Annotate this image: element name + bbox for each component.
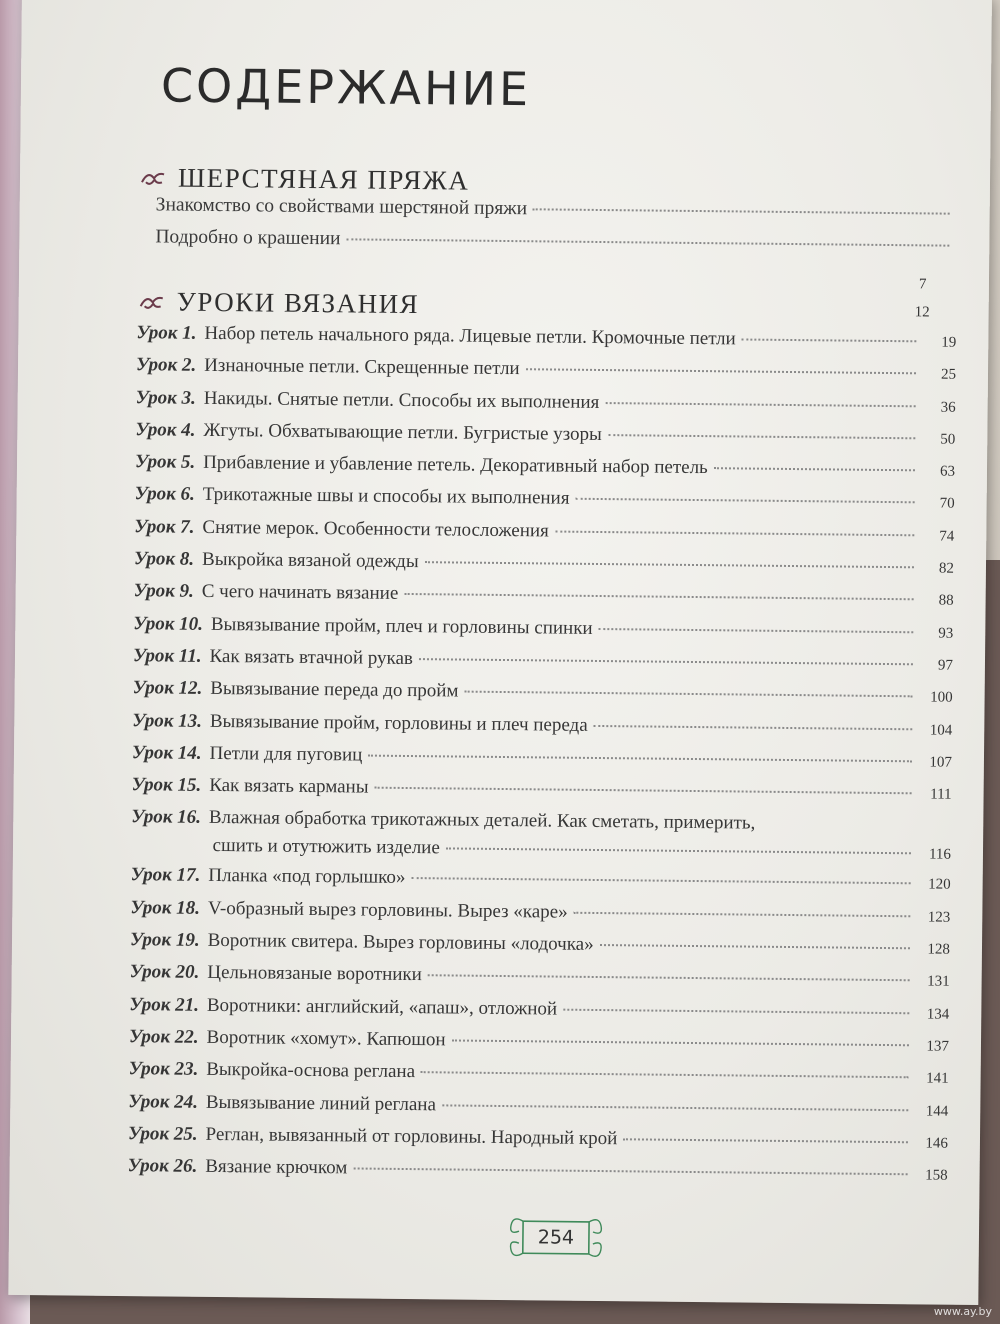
leader-dots — [574, 911, 911, 917]
leader-dots — [353, 1168, 907, 1176]
lesson-number: Урок 16. — [131, 806, 202, 829]
lesson-number: Урок 23. — [128, 1058, 199, 1081]
page-number: 100 — [930, 689, 953, 706]
page-number: 120 — [928, 876, 951, 894]
lesson-number: Урок 13. — [132, 709, 203, 732]
lesson-number: Урок 25. — [127, 1122, 198, 1145]
leaf-ornament-icon — [140, 168, 166, 188]
page-title: СОДЕРЖАНИЕ — [160, 58, 532, 117]
leader-dots — [575, 498, 914, 504]
leader-dots — [594, 725, 913, 730]
toc-entry-text: Выкройка вязаной одежды — [202, 548, 419, 573]
toc-entry-text: Вывязывание пройм, горловины и плеч переда — [209, 710, 588, 736]
page-number: 63 — [939, 463, 956, 480]
leader-dots — [347, 238, 950, 246]
toc-entry-text: Воротник «хомут». Капюшон — [206, 1026, 446, 1051]
toc-entry-text: Планка «под горлышко» — [208, 865, 406, 889]
leader-dots — [442, 1104, 908, 1111]
lesson-number: Урок 6. — [134, 483, 195, 506]
page-number: 74 — [939, 528, 955, 545]
toc-entry-text: V-образный вырез горловины. Вырез «каре» — [207, 897, 568, 923]
section-heading-lessons — [139, 286, 420, 320]
page-number: 70 — [939, 496, 955, 513]
toc-entry-text: Воротник свитера. Вырез горловины «лодочка» — [207, 929, 594, 956]
toc-entry-text: Трикотажные швы и способы их выполнения — [202, 484, 570, 510]
page-number: 107 — [929, 754, 953, 771]
lesson-number: Урок 5. — [134, 451, 196, 473]
leader-dots — [446, 848, 911, 855]
toc-entry-text: Вывязывание пройм, плеч и горловины спинки — [210, 613, 593, 639]
page-number: 19 — [941, 334, 957, 351]
lesson-number: Урок 18. — [130, 896, 201, 919]
page-number: 134 — [926, 1006, 950, 1023]
leader-dots — [404, 593, 913, 600]
lesson-number: Урок 8. — [133, 548, 195, 570]
lesson-number: Урок 4. — [135, 419, 196, 441]
leader-dots — [563, 1008, 909, 1014]
lesson-number: Урок 2. — [135, 354, 197, 377]
leaf-ornament-icon — [139, 292, 165, 312]
toc-entry-text: Прибавление и убавление петель. Декоративный набор петель — [203, 452, 708, 479]
leader-dots — [428, 975, 910, 982]
toc-entry-text: Вывязывание линий реглана — [205, 1091, 437, 1115]
page-number: 97 — [937, 657, 954, 674]
page-number: 36 — [940, 399, 956, 416]
leader-dots — [742, 338, 917, 342]
toc-entry-text: Как вязать карманы — [209, 775, 369, 798]
section-heading-text: УРОКИ ВЯЗАНИЯ — [176, 286, 420, 320]
toc-row — [156, 194, 956, 224]
toc-entry-text: Влажная обработка трикотажных деталей. Как сметать, примерить, — [208, 807, 756, 835]
leader-dots — [411, 878, 910, 885]
section-heading-text: ШЕРСТЯНАЯ ПРЯЖА — [177, 162, 470, 196]
lesson-number: Урок 1. — [136, 322, 197, 344]
lesson-number: Урок 17. — [130, 864, 201, 887]
page-number: 158 — [925, 1167, 948, 1184]
lesson-number: Урок 9. — [133, 580, 194, 603]
leader-dots — [533, 208, 950, 214]
lesson-number: Урок 24. — [128, 1090, 199, 1113]
lesson-number: Урок 22. — [128, 1026, 199, 1048]
page-number: 93 — [938, 625, 954, 642]
leader-dots — [623, 1138, 908, 1143]
leader-dots — [421, 1071, 909, 1078]
lesson-number: Урок 20. — [129, 961, 200, 984]
page-number-text: 254 — [537, 1226, 575, 1249]
leader-dots — [599, 628, 914, 633]
toc-entry-text: Цельновязаные воротники — [207, 962, 423, 986]
toc-entry-text: Вязание крючком — [205, 1156, 348, 1179]
page-number: 88 — [938, 592, 954, 610]
toc-row — [155, 226, 955, 256]
leader-dots — [375, 787, 912, 795]
page-number: 123 — [927, 909, 951, 926]
toc-entry-text: С чего начинать вязание — [201, 581, 399, 605]
page-number: 144 — [925, 1102, 949, 1120]
lesson-number: Урок 7. — [134, 515, 195, 538]
toc-entry-text: Подробно о крашении — [155, 226, 341, 250]
lesson-number: Урок 26. — [127, 1155, 198, 1177]
lessons-list — [127, 322, 956, 1196]
page-number: 25 — [940, 366, 957, 384]
page-number: 137 — [926, 1038, 950, 1055]
toc-entry-text: Воротники: английский, «апаш», отложной — [206, 994, 558, 1020]
page-number: 7 — [918, 276, 927, 293]
page-number: 128 — [927, 941, 951, 958]
book-page — [8, 0, 992, 1305]
page-number: 141 — [926, 1070, 949, 1087]
section-heading-wool — [140, 162, 470, 196]
page-number-frame — [509, 1215, 603, 1260]
toc-entry-text: Жгуты. Обхватывающие петли. Бугристые узоры — [203, 419, 602, 445]
page-number: 50 — [940, 431, 956, 448]
toc-entry-text: Накиды. Снятые петли. Способы их выполнения — [203, 387, 600, 413]
page-number: 104 — [929, 722, 953, 739]
lesson-number: Урок 21. — [129, 993, 200, 1016]
leader-dots — [425, 561, 914, 568]
leader-dots — [600, 944, 910, 949]
lesson-number: Урок 11. — [132, 645, 202, 667]
leader-dots — [605, 402, 915, 407]
toc-entry-text: Набор петель начального ряда. Лицевые петли. Кромочные петли — [204, 322, 736, 350]
leader-dots — [714, 467, 915, 471]
leader-dots — [452, 1039, 909, 1046]
toc-entry-text: Снятие мерок. Особенности телосложения — [202, 516, 549, 542]
toc-entry-text: Знакомство со свойствами шерстяной пряжи — [155, 194, 528, 220]
lesson-number: Урок 10. — [133, 612, 204, 635]
toc-entry-text: Реглан, вывязанный от горловины. Народный крой — [205, 1123, 618, 1150]
toc-entry-text: Петли для пуговиц — [209, 742, 363, 766]
lesson-number: Урок 3. — [135, 386, 196, 409]
lesson-number: Урок 15. — [131, 774, 202, 796]
page-number: 111 — [930, 786, 952, 803]
toc-entry-text: Как вязать втачной рукав — [209, 645, 414, 670]
leader-dots — [419, 658, 913, 665]
leader-dots — [526, 369, 916, 375]
page-number: 116 — [928, 846, 952, 864]
toc-entry-text: Выкройка-основа реглана — [206, 1059, 416, 1083]
page-number: 146 — [925, 1135, 949, 1152]
leader-dots — [555, 530, 914, 536]
toc-row — [131, 807, 952, 874]
lesson-number: Урок 19. — [129, 929, 200, 951]
lesson-number: Урок 12. — [132, 677, 203, 700]
toc-entry-text: Вывязывание переда до пройм — [210, 678, 459, 702]
page-number: 12 — [914, 304, 930, 321]
watermark: www.ay.by — [933, 1305, 992, 1318]
leader-dots — [464, 691, 912, 698]
lesson-number: Урок 14. — [131, 741, 202, 764]
page-number: 82 — [938, 560, 955, 577]
toc-entry-text-continued: сшить и отутюжить изделие — [212, 835, 440, 859]
page-number: 131 — [927, 973, 950, 991]
leader-dots — [368, 754, 912, 762]
leader-dots — [608, 434, 915, 439]
toc-entry-text: Изнаночные петли. Скрещенные петли — [204, 355, 520, 380]
